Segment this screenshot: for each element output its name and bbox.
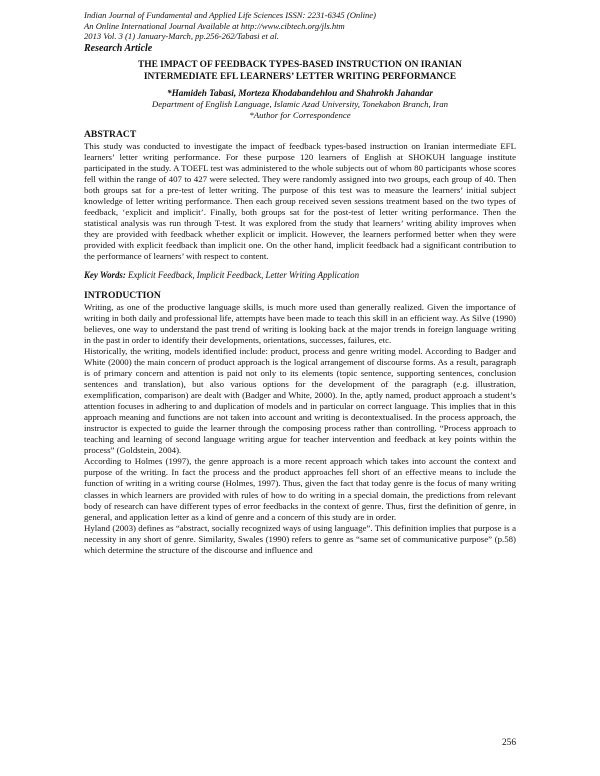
- intro-paragraph-3: According to Holmes (1997), the genre approach is a more recent approach which takes into account the context and purpose of the writing. In fact the process and the product approaches fell short of an effective means to include the function of writing in a writing course (Holmes, 1997). Thus, given the fact that today genre is the focus of many writing classes in which learners are provided with rules of how to do writing in a special domain, the predictions from relevant body of research can have different types of error feedbacks in the context of genre. Thus, first the definition of genre, in general, and application letter as a kind of genre and a concern of this study are in order.: [84, 456, 516, 522]
- journal-url-line: An Online International Journal Available at http://www.cibtech.org/jls.htm: [84, 20, 345, 31]
- keywords-text: Explicit Feedback, Implicit Feedback, Letter Writing Application: [128, 270, 360, 281]
- introduction-heading: INTRODUCTION: [84, 290, 161, 302]
- title-line-1: THE IMPACT OF FEEDBACK TYPES-BASED INSTRUCTION ON IRANIAN: [138, 59, 462, 70]
- page-number: 256: [501, 738, 516, 748]
- journal-header: [84, 10, 516, 42]
- title-line-2: INTERMEDIATE EFL LEARNERS’ LETTER WRITING PERFORMANCE: [143, 71, 457, 82]
- article-title: [84, 59, 516, 83]
- affiliation: Department of English Language, Islamic Azad University, Tonekabon Branch, Iran: [151, 98, 449, 109]
- intro-paragraph-4: Hyland (2003) defines as “abstract, socially recognized ways of using language”. This definition implies that purpose is a necessity in any short of genre. Similarity, Swales (1990) refers to genre as “same set of communicative purpose” (p.58) which determine the structure of the discourse and influence and: [84, 522, 516, 555]
- keywords-label: Key Words:: [84, 270, 126, 281]
- correspondence-note: *Author for Correspondence: [249, 109, 351, 120]
- intro-paragraph-2: Historically, the writing, models identified include: product, process and genre writing model. According to Badger and White (2000) the main concern of product approach is the logical arrangement of discourse forms. As a result, paragraph is of primary concern and attention is paid not only to its elements (topic sentence, supporting sentences, conclusion sentences and translation), but also various options for the development of the paragraph (e.g. illustration, exemplification, comparison) are dealt with (Badger and White, 2000). In the, aptly named, product approach a student’s attention focuses in adhering to and duplication of models and in particular on correct language. This implies that in this approach meaning and functions are not taken into account and writing is decontextualised. In the process approach, the instructor is expected to guide the learner through the composing process rather than controlling. “Process approach to teaching and learning of second language writing argue for teacher intervention and feedback at key points within the process” (Goldstein, 2004).: [84, 345, 516, 456]
- journal-name-line: Indian Journal of Fundamental and Applied Life Sciences ISSN: 2231-6345 (Online): [84, 10, 376, 20]
- article-type-label: Research Article: [84, 42, 153, 54]
- keywords: [84, 270, 516, 281]
- abstract-text: This study was conducted to investigate the impact of feedback types-based instruction on Iranian intermediate EFL learners’ letter writing performance. For these purpose 120 learners of English at SHOKUH language institute participated in the study. A TOEFL test was administered to the whole subjects out of whom 80 participants whose scores fell within the range of 407 to 427 were selected. They were randomly assigned into two groups, each group of 40. Then both groups sat for a pre-test of letter writing. The purpose of this test was to measure the learners’ initial subject knowledge of letter writing performance. Then each group received seven sessions treatment based on the two types of feedback, ‘explicit and implicit’. Finally, both groups sat for the post-test of letter writing performance. Then the statistical analysis was run through T-test. It was explored from the study that learners’ writing ability improves when they are provided with feedback whether explicit or implicit. However, the learners performed better when they were provided with explicit feedback than implicit one. On the other hand, implicit feedback had a significant contribution to the performance of learners’ with respect to content.: [84, 140, 516, 262]
- author-list: *Hamideh Tabasi, Morteza Khodabandehlou and Shahrokh Jahandar: [167, 87, 433, 98]
- abstract-heading: ABSTRACT: [84, 129, 137, 141]
- article-page: [84, 10, 516, 556]
- intro-paragraph-1: Writing, as one of the productive language skills, is much more used than generally realized. Given the importance of writing in both daily and professional life, attempts have been made to teach this skill in an efficient way. As Silve (1990) believes, one way to understand the past trend of writing is looking back at the major trends in foreign language writing in the past in order to identify their developments, orientations, successes, failures, etc.: [84, 301, 516, 345]
- journal-volume-line: 2013 Vol. 3 (1) January-March, pp.256-262/Tabasi et al.: [84, 31, 279, 42]
